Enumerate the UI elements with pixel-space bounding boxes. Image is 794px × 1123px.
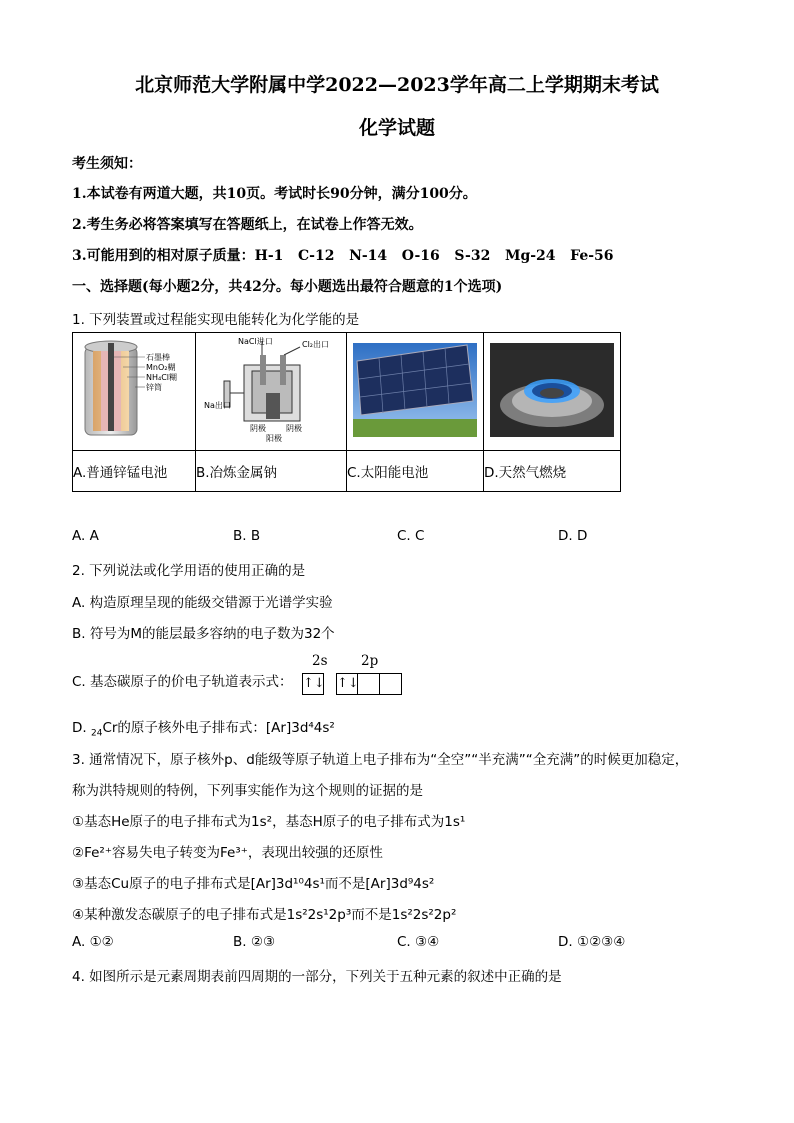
note-item: 2.考生务必将答案填写在答题纸上，在试卷上作答无效。 — [72, 217, 423, 233]
solar-panel-image — [347, 333, 484, 451]
question-4-stem: 4. 如图所示是元素周期表前四周期的一部分，下列关于五种元素的叙述中正确的是 — [72, 969, 562, 985]
label-mno2-paste: MnO₂糊 — [146, 363, 176, 372]
q3-statement-2: ②Fe²⁺容易失电子转变为Fe³⁺，表现出较强的还原性 — [72, 845, 383, 861]
q2-d-text: Cr的原子核外电子排布式：[Ar]3d⁴4s² — [102, 720, 335, 736]
q3-option-c[interactable]: C. ③④ — [397, 934, 440, 950]
orbital-diagram — [302, 673, 402, 695]
question-3-stem-continued: 称为洪特规则的特例，下列事实能作为这个规则的证据的是 — [72, 783, 423, 799]
label-anode: 阳极 — [266, 434, 282, 443]
q1-option-d[interactable]: D. D — [558, 528, 588, 544]
q3-option-a[interactable]: A. ①② — [72, 934, 114, 950]
orbital-label-2s: 2s — [312, 653, 328, 669]
label-cathode: 阴极 — [250, 424, 266, 433]
orbital-label-2p: 2p — [361, 653, 379, 669]
gas-stove-burner-image — [484, 333, 621, 451]
q2-option-a[interactable]: A. 构造原理呈现的能级交错源于光谱学实验 — [72, 595, 333, 611]
note-item: 1.本试卷有两道大题，共10页。考试时长90分钟，满分100分。 — [72, 186, 477, 202]
orbital-box-2p-empty — [380, 673, 402, 695]
q1-caption-d: D.天然气燃烧 — [484, 451, 621, 492]
sodium-electrolysis-image — [196, 333, 347, 451]
page-title: 北京师范大学附属中学2022—2023学年高二上学期期末考试 — [135, 74, 659, 96]
q2-option-b[interactable]: B. 符号为M的能层最多容纳的电子数为32个 — [72, 626, 335, 642]
label-zinc-can: 锌筒 — [146, 383, 162, 392]
label-graphite-rod: 石墨棒 — [146, 353, 170, 362]
zinc-manganese-battery-image — [73, 333, 196, 451]
section-heading: 一、选择题(每小题2分，共42分。每小题选出最符合题意的1个选项) — [72, 279, 503, 295]
q3-statement-3: ③基态Cu原子的电子排布式是[Ar]3d¹⁰4s¹而不是[Ar]3d⁹4s² — [72, 876, 435, 892]
orbital-box-2p-empty — [358, 673, 380, 695]
orbital-box-2p: ↑↓ — [336, 673, 358, 695]
q3-option-d[interactable]: D. ①②③④ — [558, 934, 626, 950]
q3-statement-1: ①基态He原子的电子排布式为1s²，基态H原子的电子排布式为1s¹ — [72, 814, 466, 830]
q1-option-a[interactable]: A. A — [72, 528, 99, 544]
q1-caption-b: B.冶炼金属钠 — [196, 451, 347, 492]
q3-statement-4: ④某种激发态碳原子的电子排布式是1s²2s¹2p³而不是1s²2s²2p² — [72, 907, 457, 923]
label-nacl-inlet: NaCl进口 — [238, 337, 273, 346]
label-cathode: 阴极 — [286, 424, 302, 433]
page-subtitle: 化学试题 — [358, 117, 435, 139]
q2-d-atomic-number: 24 — [90, 728, 103, 739]
note-item: 3.可能用到的相对原子质量：H-1 C-12 N-14 O-16 S-32 Mg-24 Fe-56 — [72, 248, 614, 264]
q1-option-c[interactable]: C. C — [397, 528, 425, 544]
q2-option-d[interactable] — [72, 716, 335, 739]
q1-caption-c: C.太阳能电池 — [347, 451, 484, 492]
label-na-outlet: Na出口 — [204, 401, 231, 410]
question-2-stem: 2. 下列说法或化学用语的使用正确的是 — [72, 563, 306, 579]
label-cl2-outlet: Cl₂出口 — [302, 340, 330, 349]
q2-option-c[interactable]: C. 基态碳原子的价电子轨道表示式： — [72, 674, 293, 690]
orbital-box-2s: ↑↓ — [302, 673, 324, 695]
question-1-stem: 1. 下列装置或过程能实现电能转化为化学能的是 — [72, 312, 360, 328]
q1-caption-a: A.普通锌锰电池 — [73, 451, 196, 492]
question-3-stem: 3. 通常情况下，原子核外p、d能级等原子轨道上电子排布为“全空”“半充满”“全充满”的时候更加稳定， — [72, 752, 689, 768]
label-nh4cl-paste: NH₄Cl糊 — [146, 373, 178, 382]
q1-option-b[interactable]: B. B — [233, 528, 261, 544]
notes-heading: 考生须知： — [72, 156, 142, 172]
q3-option-b[interactable]: B. ②③ — [233, 934, 276, 950]
q1-image-table — [72, 332, 621, 492]
q2-d-prefix: D. — [72, 720, 91, 736]
